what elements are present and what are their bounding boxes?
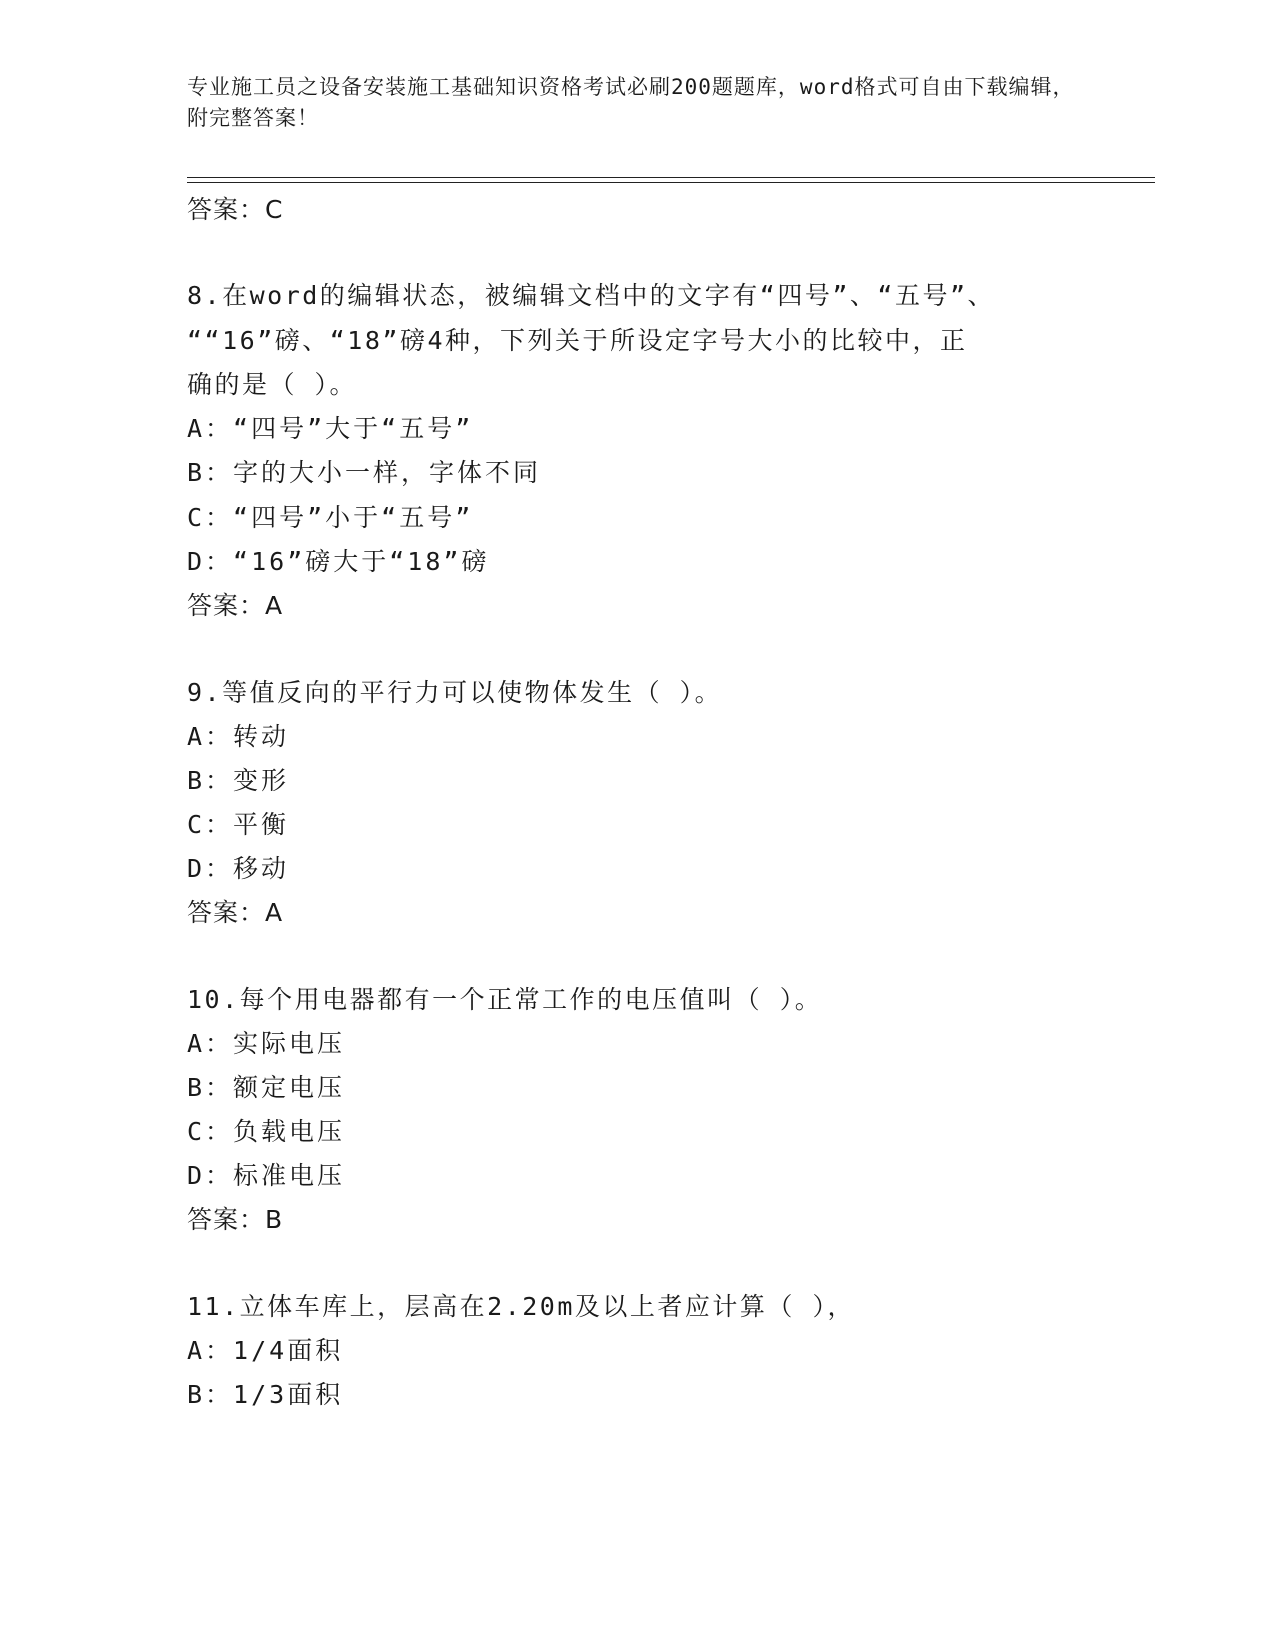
document-header: 专业施工员之设备安装施工基础知识资格考试必刷200题题库，word格式可自由下载编辑，附完整答案！ — [187, 75, 1075, 130]
question-9-answer: 答案：A — [187, 898, 284, 927]
question-8-option-d: D：“16”磅大于“18”磅 — [187, 547, 490, 576]
question-11-stem-line-1: 11.立体车库上，层高在2.20m及以上者应计算（ ）， — [187, 1292, 855, 1321]
question-8-option-c: C：“四号”小于“五号” — [187, 503, 474, 532]
question-10-answer: 答案：B — [187, 1205, 284, 1234]
question-10-option-d: D：标准电压 — [187, 1161, 346, 1190]
header-rule-bottom — [187, 182, 1155, 183]
question-10-option-c: C：负载电压 — [187, 1117, 346, 1146]
question-8-answer: 答案：A — [187, 591, 284, 620]
question-8-option-a: A：“四号”大于“五号” — [187, 414, 474, 443]
question-9-option-c: C：平衡 — [187, 810, 290, 839]
question-11-option-a: A：1/4面积 — [187, 1336, 344, 1365]
previous-answer: 答案：C — [187, 195, 284, 224]
header-rule-top — [187, 177, 1155, 178]
question-8-stem-line-1: 8.在word的编辑状态，被编辑文档中的文字有“四号”、“五号”、 — [187, 281, 996, 310]
question-10-stem-line-1: 10.每个用电器都有一个正常工作的电压值叫（ ）。 — [187, 985, 823, 1014]
question-8-stem-line-2: ““16”磅、“18”磅4种，下列关于所设定字号大小的比较中，正 — [187, 326, 968, 355]
question-9-option-d: D：移动 — [187, 854, 290, 883]
question-9-option-a: A：转动 — [187, 722, 290, 751]
question-8-option-b: B：字的大小一样，字体不同 — [187, 458, 542, 487]
question-10-option-a: A：实际电压 — [187, 1029, 346, 1058]
question-9-option-b: B：变形 — [187, 766, 290, 795]
question-9-stem-line-1: 9.等值反向的平行力可以使物体发生（ ）。 — [187, 678, 723, 707]
question-11-option-b: B：1/3面积 — [187, 1380, 344, 1409]
question-10-option-b: B：额定电压 — [187, 1073, 346, 1102]
question-8-stem-line-3: 确的是（ ）。 — [187, 370, 358, 399]
